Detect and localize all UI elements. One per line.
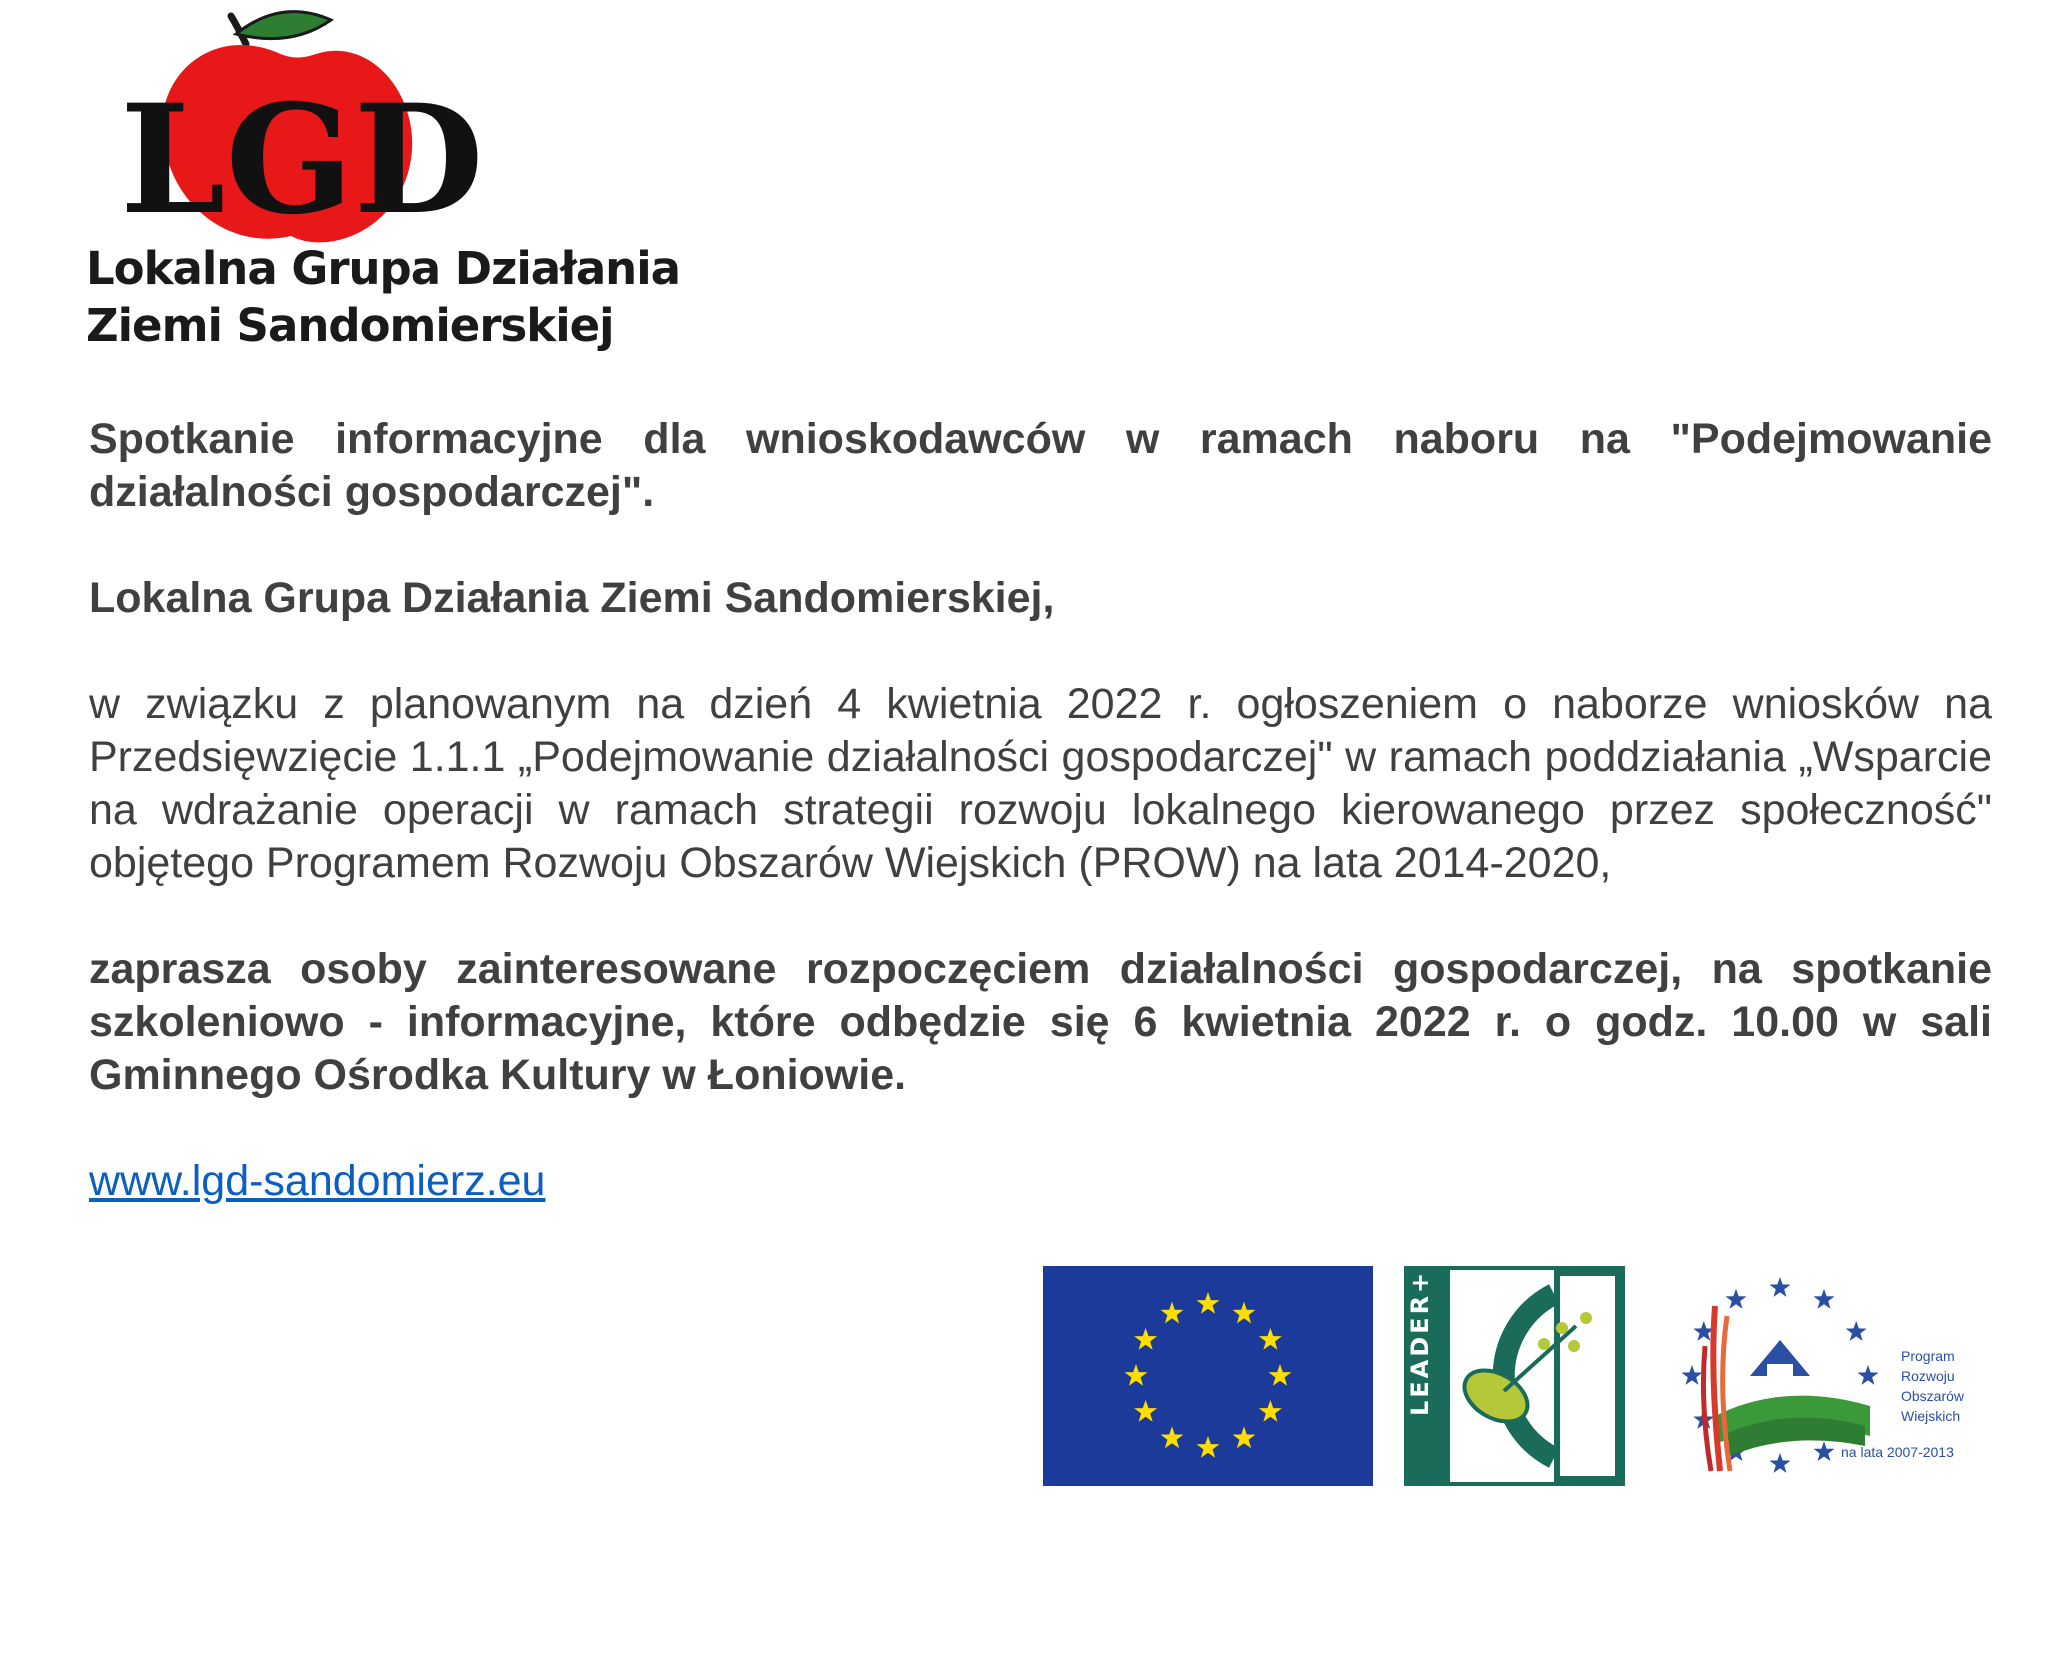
organizer-line: Lokalna Grupa Działania Ziemi Sandomierskiej, (89, 574, 1055, 622)
prow-line-1: Program (1901, 1348, 1955, 1364)
body-paragraph: w związku z planowanym na dzień 4 kwietnia 2022 r. ogłoszeniem o naborze wniosków na Przedsięwzięcie 1.1.1 „Podejmowanie działalności gospodarczej" w ramach poddziałania „Wsparcie na wdrażanie operacji w ramach strategii rozwoju lokalnego kierowanego przez społeczność" objętego Programem Rozwoju Obszarów Wiejskich (PROW) na lata 2014-2020, (89, 680, 1992, 887)
prow-star-icon (1814, 1289, 1835, 1309)
document-body (89, 413, 1992, 1208)
prow-star-icon (1846, 1321, 1867, 1341)
prow-star-icon (1726, 1289, 1747, 1309)
logo-line-1: Lokalna Grupa Działania (86, 242, 681, 295)
prow-star-icon (1770, 1453, 1791, 1473)
invitation-paragraph: zaprasza osoby zainteresowane rozpoczęciem działalności gospodarczej, na spotkanie szkoleniowo - informacyjne, które odbędzie się 6 kwietnia 2022 r. o godz. 10.00 w sali Gminnego Ośrodka Kultury w Łoniowie. (89, 945, 1992, 1099)
prow-text (1901, 1346, 1964, 1426)
eu-flag-icon (1043, 1266, 1373, 1486)
footer-logos (1043, 1266, 2003, 1486)
prow-star-icon (1770, 1277, 1791, 1297)
prow-star-icon (1858, 1365, 1879, 1385)
prow-line-4: Wiejskich (1901, 1408, 1961, 1424)
prow-star-icon (1814, 1441, 1835, 1461)
leader-logo (1404, 1266, 1625, 1486)
prow-line-2: Rozwoju (1901, 1368, 1955, 1384)
prow-star-icon (1682, 1365, 1703, 1385)
prow-years: na lata 2007-2013 (1841, 1444, 1954, 1460)
logo-mark: LGD (120, 72, 484, 248)
prow-logo (1655, 1266, 2003, 1486)
document-title: Spotkanie informacyjne dla wnioskodawców w ramach naboru na "Podejmowanie działalności gospodarczej". (89, 415, 1992, 516)
leader-label: LEADER+ (1406, 1269, 1434, 1416)
apple-logo-icon (86, 4, 606, 264)
prow-line-3: Obszarów (1901, 1388, 1965, 1404)
lgd-logo (86, 4, 681, 364)
website-link[interactable]: www.lgd-sandomierz.eu (89, 1157, 546, 1205)
logo-line-2: Ziemi Sandomierskiej (86, 299, 614, 352)
